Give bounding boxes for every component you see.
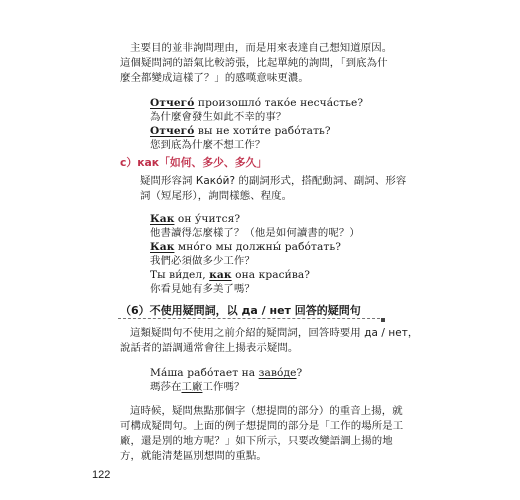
- section-c-line-2: 詞（短尾形），詢問樣態、程度。: [140, 190, 293, 202]
- final-line-4: 方，就能清楚區別想問的重點。: [120, 450, 267, 462]
- section-6-line-2: 說話者的語調通常會往上揚表示疑問。: [120, 342, 299, 354]
- example-otchego-2: Отчего́ вы не хоти́те рабо́тать?: [150, 125, 331, 137]
- example-otchego-1: Отчего́ произошло́ тако́е несча́стье?: [150, 97, 364, 109]
- final-line-1: 這時候，疑問焦點那個字（想提問的部分）的重音上揚，就: [130, 405, 403, 417]
- intro-line-1: 主要目的並非詢問理由，而是用來表達自己想知道原因。: [130, 42, 393, 54]
- section-6-line-1: 這類疑問句不使用之前介紹的疑問詞，回答時要用 да / нет，: [130, 327, 419, 339]
- example-kak-3: Ты ви́дел, как она краси́ва?: [150, 269, 311, 281]
- example-kak-2-translation: 我們必須做多少工作？: [150, 255, 255, 267]
- example-masha-translation: 瑪莎在工廠工作嗎？: [150, 381, 245, 393]
- example-kak-2: Как мно́го мы должны́ рабо́тать?: [150, 241, 342, 253]
- example-otchego-2-translation: 您到底為什麼不想工作？: [150, 139, 266, 151]
- section-c-line-1: 疑問形容詞 Како́й? 的副詞形式，搭配動詞、副詞、形容: [140, 175, 407, 187]
- example-kak-1-translation: 他書讀得怎麼樣了？（他是如何讀書的呢？）: [150, 227, 360, 239]
- divider-marker: [381, 318, 385, 322]
- page-number: 122: [92, 469, 111, 481]
- section-6-heading: （6）不使用疑問詞，以 да / нет 回答的疑問句: [120, 304, 361, 317]
- intro-line-2: 這個疑問詞的語氣比較誇張，比起單純的詢問，「到底為什: [120, 57, 388, 69]
- example-otchego-1-translation: 為什麼會發生如此不幸的事？: [150, 111, 287, 123]
- final-line-2: 可構成疑問句。上面的例子想提問的部分是「工作的場所是工: [120, 420, 404, 432]
- final-line-3: 廠，還是別的地方呢？」如下所示，只要改變語調上揚的地: [120, 435, 393, 447]
- section-divider: [118, 318, 380, 319]
- example-masha: Ма́ша рабо́тает на заво́де?: [150, 367, 303, 379]
- example-kak-3-translation: 你看見她有多美了嗎？: [150, 283, 255, 295]
- example-kak-1: Как он у́чится?: [150, 213, 241, 225]
- intro-line-3: 麼全都變成這樣了？」的感嘆意味更濃。: [120, 72, 309, 84]
- section-c-heading: c）как「如何、多少、多久」: [120, 156, 268, 169]
